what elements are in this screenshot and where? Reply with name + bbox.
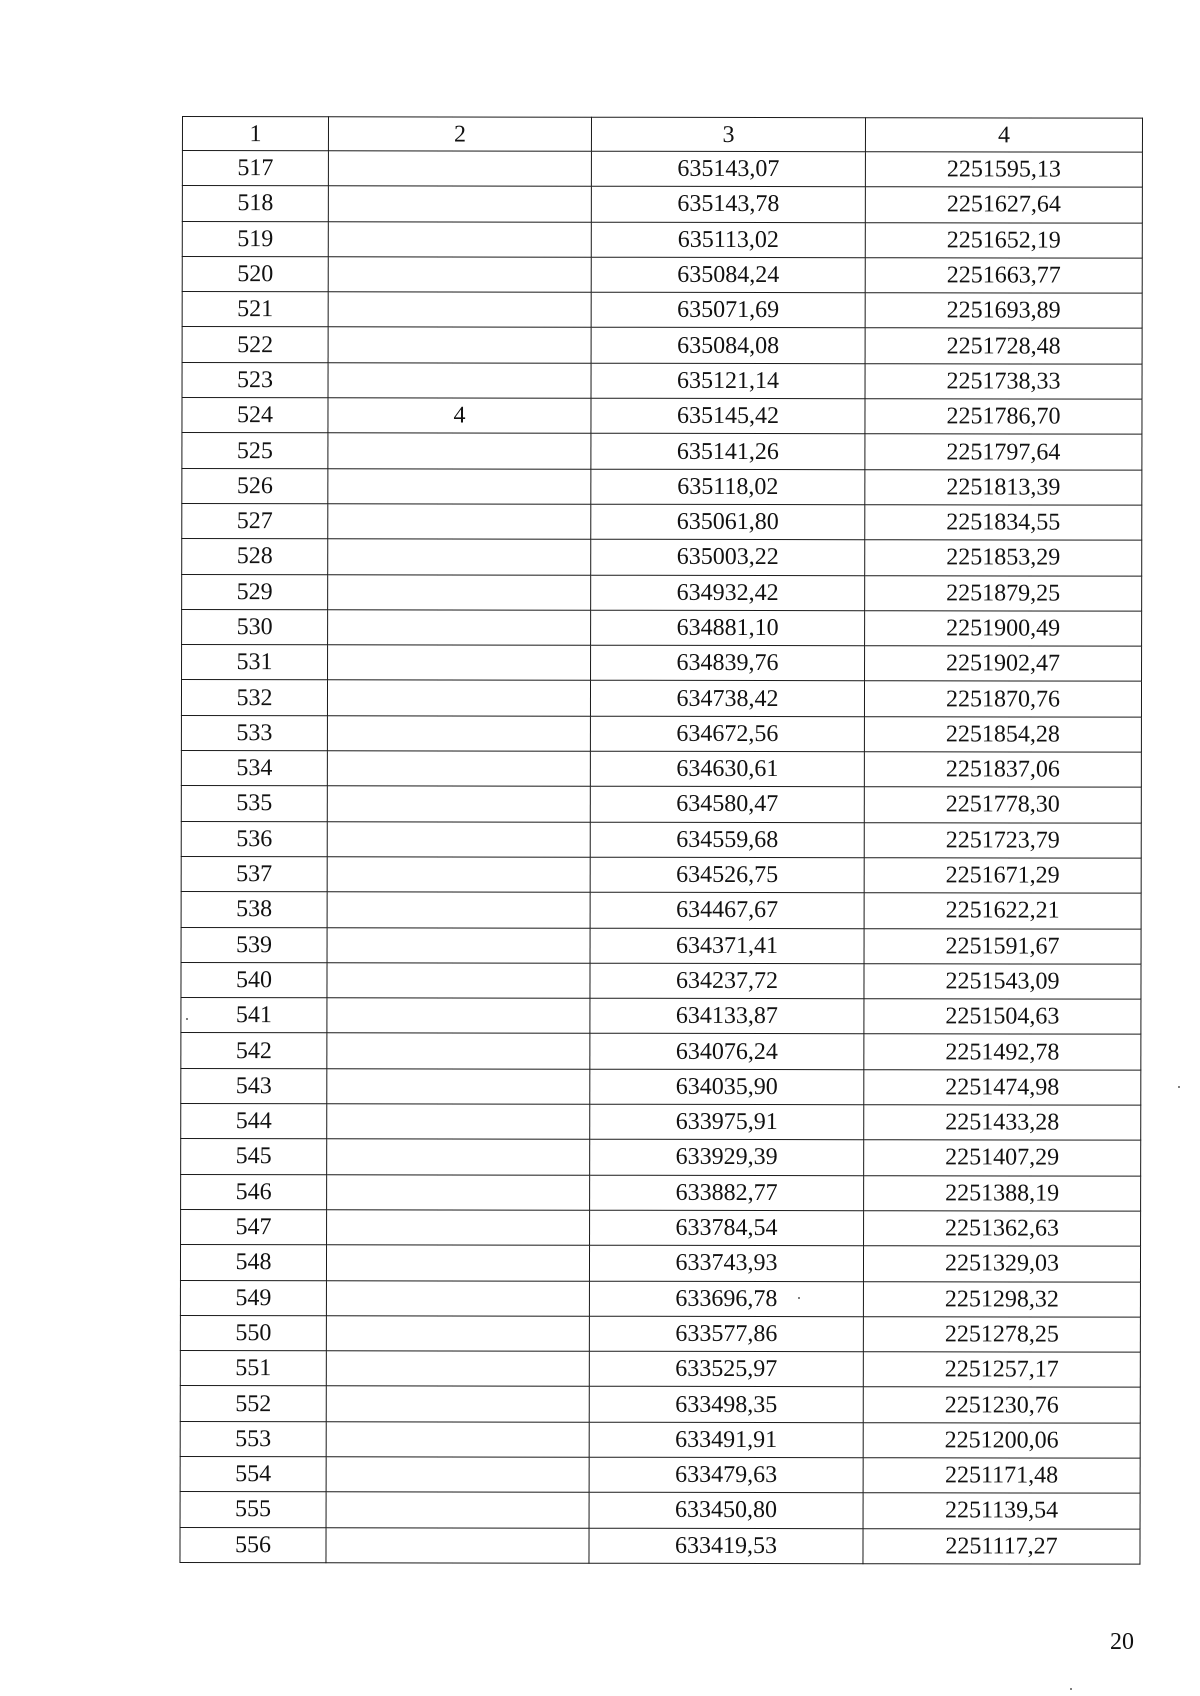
group-cell	[326, 1457, 589, 1493]
coordinate-y-cell: 2251230,76	[863, 1387, 1140, 1423]
group-cell	[326, 1280, 589, 1316]
point-number-cell: 519	[182, 221, 328, 257]
coordinate-y-cell: 2251200,06	[863, 1422, 1140, 1458]
coordinate-x-cell: 635145,42	[591, 398, 865, 434]
table-row	[182, 539, 1142, 576]
table-row	[182, 221, 1142, 258]
table-row	[182, 609, 1142, 646]
table-row	[181, 821, 1141, 858]
table-row	[181, 892, 1141, 929]
table-row	[182, 362, 1142, 399]
coordinate-x-cell: 635118,02	[591, 469, 865, 505]
coordinate-x-cell: 633525,97	[589, 1351, 863, 1387]
coordinate-y-cell: 2251627,64	[865, 187, 1142, 223]
coordinate-y-cell: 2251407,29	[864, 1140, 1141, 1176]
coordinate-y-cell: 2251388,19	[864, 1175, 1141, 1211]
table-row	[182, 574, 1142, 611]
table-row	[182, 398, 1142, 435]
coordinate-x-cell: 635113,02	[591, 222, 865, 258]
point-number-cell: 539	[181, 927, 327, 963]
group-cell	[327, 1068, 590, 1104]
point-number-cell: 553	[180, 1421, 326, 1457]
table-row	[182, 645, 1142, 682]
coordinate-x-cell: 633419,53	[589, 1528, 863, 1564]
group-cell	[327, 786, 590, 822]
table-row	[181, 927, 1141, 964]
coordinate-y-cell: 2251329,03	[863, 1246, 1140, 1282]
table-row	[182, 292, 1142, 329]
point-number-cell: 548	[180, 1245, 326, 1281]
group-cell	[328, 539, 591, 575]
point-number-cell: 549	[180, 1280, 326, 1316]
table-row	[181, 1209, 1141, 1246]
point-number-cell: 556	[180, 1527, 326, 1563]
point-number-cell: 554	[180, 1456, 326, 1492]
coordinate-y-cell: 2251433,28	[864, 1105, 1141, 1141]
table-row	[181, 786, 1141, 823]
table-row	[181, 1104, 1141, 1141]
column-header-4: 4	[865, 118, 1142, 152]
coordinate-x-cell: 634881,10	[591, 610, 865, 646]
point-number-cell: 518	[182, 186, 328, 222]
group-cell	[326, 1351, 589, 1387]
point-number-cell: 551	[180, 1351, 326, 1387]
coordinate-x-cell: 633479,63	[589, 1457, 863, 1493]
point-number-cell: 547	[181, 1209, 327, 1245]
group-cell	[328, 610, 591, 646]
group-cell	[328, 574, 591, 610]
table-header-row	[182, 117, 1142, 153]
group-cell	[328, 504, 591, 540]
table-row	[181, 1033, 1141, 1070]
coordinate-x-cell: 634237,72	[590, 963, 864, 999]
coordinate-y-cell: 2251854,28	[864, 716, 1141, 752]
coordinate-y-cell: 2251693,89	[865, 293, 1142, 329]
table-row	[181, 1139, 1141, 1176]
coordinate-x-cell: 635143,07	[591, 151, 865, 187]
coordinate-x-cell: 635141,26	[591, 434, 865, 470]
group-cell	[328, 645, 591, 681]
coordinate-x-cell: 633975,91	[590, 1104, 864, 1140]
group-cell	[327, 680, 590, 716]
coordinate-y-cell: 2251139,54	[863, 1493, 1140, 1529]
table-row	[180, 1245, 1140, 1282]
point-number-cell: 534	[181, 751, 327, 787]
point-number-cell: 537	[181, 856, 327, 892]
point-number-cell: 538	[181, 892, 327, 928]
coordinate-y-cell: 2251257,17	[863, 1352, 1140, 1388]
point-number-cell: 531	[182, 645, 328, 681]
point-number-cell: 522	[182, 327, 328, 363]
group-cell	[327, 1033, 590, 1069]
coordinate-y-cell: 2251474,98	[864, 1069, 1141, 1105]
group-cell	[327, 716, 590, 752]
coordinate-x-cell: 634672,56	[590, 716, 864, 752]
coordinate-y-cell: 2251834,55	[865, 505, 1142, 541]
coordinate-x-cell: 633784,54	[590, 1210, 864, 1246]
table-row	[182, 468, 1142, 505]
group-cell	[328, 433, 591, 469]
point-number-cell: 529	[182, 574, 328, 610]
coordinate-y-cell: 2251853,29	[865, 540, 1142, 576]
group-cell	[327, 963, 590, 999]
table-row	[181, 856, 1141, 893]
scan-speck	[798, 1297, 800, 1299]
coordinate-y-cell: 2251786,70	[865, 399, 1142, 435]
coordinate-x-cell: 634630,61	[590, 751, 864, 787]
coordinate-x-cell: 635121,14	[591, 363, 865, 399]
coordinate-x-cell: 635061,80	[591, 504, 865, 540]
table-row	[180, 1386, 1140, 1423]
coordinate-x-cell: 634133,87	[590, 998, 864, 1034]
coordinate-x-cell: 634580,47	[590, 787, 864, 823]
table-row	[180, 1527, 1140, 1564]
coordinate-x-cell: 633696,78	[589, 1281, 863, 1317]
coordinate-y-cell: 2251591,67	[864, 928, 1141, 964]
table-row	[181, 962, 1141, 999]
point-number-cell: 524	[182, 398, 328, 434]
coordinate-y-cell: 2251902,47	[865, 646, 1142, 682]
coordinate-y-cell: 2251663,77	[865, 258, 1142, 294]
coordinate-y-cell: 2251778,30	[864, 787, 1141, 823]
group-cell	[328, 186, 591, 222]
coordinate-y-cell: 2251362,63	[864, 1211, 1141, 1247]
coordinate-x-cell: 634932,42	[591, 575, 865, 611]
point-number-cell: 550	[180, 1315, 326, 1351]
group-cell	[328, 151, 591, 187]
point-number-cell: 546	[181, 1174, 327, 1210]
coordinate-y-cell: 2251595,13	[865, 152, 1142, 188]
coordinate-x-cell: 634839,76	[591, 645, 865, 681]
group-cell	[328, 468, 591, 504]
coordinate-y-cell: 2251278,25	[863, 1316, 1140, 1352]
table-row	[181, 680, 1141, 717]
scan-speck	[1178, 1086, 1180, 1088]
group-cell	[326, 1421, 589, 1457]
table-row	[180, 1315, 1140, 1352]
coordinate-y-cell: 2251837,06	[864, 752, 1141, 788]
coordinate-x-cell: 633498,35	[589, 1387, 863, 1423]
table-row	[181, 1068, 1141, 1105]
point-number-cell: 523	[182, 362, 328, 398]
table-row	[181, 751, 1141, 788]
coordinate-x-cell: 634467,67	[590, 892, 864, 928]
table-row	[181, 1174, 1141, 1211]
group-cell	[326, 1316, 589, 1352]
column-header-1: 1	[182, 117, 328, 151]
coordinate-x-cell: 634559,68	[590, 822, 864, 858]
group-cell	[327, 892, 590, 928]
group-cell	[328, 292, 591, 328]
coordinate-y-cell: 2251171,48	[863, 1458, 1140, 1494]
table-row	[182, 256, 1142, 293]
coordinate-x-cell: 633491,91	[589, 1422, 863, 1458]
group-cell	[326, 1527, 589, 1563]
table-row	[180, 1280, 1140, 1317]
coordinate-y-cell: 2251652,19	[865, 222, 1142, 258]
point-number-cell: 552	[180, 1386, 326, 1422]
coordinate-y-cell: 2251492,78	[864, 1034, 1141, 1070]
point-number-cell: 542	[181, 1033, 327, 1069]
group-cell	[327, 751, 590, 787]
group-cell	[327, 821, 590, 857]
point-number-cell: 544	[181, 1104, 327, 1140]
point-number-cell: 541	[181, 998, 327, 1034]
coordinate-y-cell: 2251543,09	[864, 964, 1141, 1000]
table-row	[180, 1351, 1140, 1388]
coordinate-x-cell: 635084,08	[591, 328, 865, 364]
coordinate-x-cell: 635143,78	[591, 187, 865, 223]
coordinate-x-cell: 633577,86	[589, 1316, 863, 1352]
group-cell	[327, 1174, 590, 1210]
table-body	[180, 117, 1143, 1565]
scan-speck	[186, 1018, 188, 1020]
coordinate-y-cell: 2251622,21	[864, 893, 1141, 929]
point-number-cell: 533	[181, 715, 327, 751]
coordinate-y-cell: 2251504,63	[864, 999, 1141, 1035]
table-row	[182, 433, 1142, 470]
point-number-cell: 536	[181, 821, 327, 857]
point-number-cell: 543	[181, 1068, 327, 1104]
table-row	[181, 715, 1141, 752]
coordinate-x-cell: 634035,90	[590, 1069, 864, 1105]
group-cell	[327, 857, 590, 893]
table-row	[182, 186, 1142, 223]
group-cell: 4	[328, 398, 591, 434]
coordinate-x-cell: 635084,24	[591, 257, 865, 293]
point-number-cell: 555	[180, 1492, 326, 1528]
point-number-cell: 525	[182, 433, 328, 469]
point-number-cell: 521	[182, 292, 328, 328]
coordinate-y-cell: 2251723,79	[864, 822, 1141, 858]
point-number-cell: 527	[182, 503, 328, 539]
table-row	[180, 1421, 1140, 1458]
table-row	[182, 503, 1142, 540]
coordinate-y-cell: 2251738,33	[865, 363, 1142, 399]
coordinate-y-cell: 2251117,27	[863, 1528, 1140, 1564]
coordinate-y-cell: 2251797,64	[865, 434, 1142, 470]
table-row	[181, 998, 1141, 1035]
group-cell	[327, 998, 590, 1034]
coordinate-x-cell: 634526,75	[590, 857, 864, 893]
group-cell	[327, 1210, 590, 1246]
coordinate-x-cell: 634738,42	[590, 681, 864, 717]
coordinate-x-cell: 635071,69	[591, 292, 865, 328]
coordinate-y-cell: 2251870,76	[864, 681, 1141, 717]
group-cell	[328, 327, 591, 363]
table-row	[182, 327, 1142, 364]
coordinate-y-cell: 2251728,48	[865, 328, 1142, 364]
table-row	[182, 151, 1142, 188]
group-cell	[328, 221, 591, 257]
page-number: 20	[1110, 1629, 1134, 1655]
point-number-cell: 535	[181, 786, 327, 822]
group-cell	[328, 363, 591, 399]
coordinate-y-cell: 2251671,29	[864, 858, 1141, 894]
coordinate-y-cell: 2251900,49	[865, 611, 1142, 647]
coordinate-x-cell: 635003,22	[591, 539, 865, 575]
point-number-cell: 526	[182, 468, 328, 504]
point-number-cell: 528	[182, 539, 328, 575]
coordinate-y-cell: 2251813,39	[865, 469, 1142, 505]
group-cell	[327, 1139, 590, 1175]
point-number-cell: 517	[182, 151, 328, 187]
coordinate-x-cell: 633450,80	[589, 1492, 863, 1528]
coordinate-x-cell: 634371,41	[590, 928, 864, 964]
group-cell	[326, 1386, 589, 1422]
group-cell	[326, 1492, 589, 1528]
table-row	[180, 1492, 1140, 1529]
point-number-cell: 540	[181, 962, 327, 998]
coordinate-y-cell: 2251298,32	[863, 1281, 1140, 1317]
coordinate-x-cell: 633743,93	[589, 1245, 863, 1281]
coordinate-x-cell: 633929,39	[590, 1140, 864, 1176]
scan-speck	[1070, 1688, 1072, 1690]
group-cell	[327, 927, 590, 963]
point-number-cell: 520	[182, 256, 328, 292]
column-header-3: 3	[591, 117, 865, 151]
group-cell	[326, 1245, 589, 1281]
table-row	[180, 1456, 1140, 1493]
group-cell	[327, 1104, 590, 1140]
point-number-cell: 545	[181, 1139, 327, 1175]
group-cell	[328, 257, 591, 293]
column-header-2: 2	[328, 117, 591, 151]
coordinate-x-cell: 633882,77	[590, 1175, 864, 1211]
point-number-cell: 532	[181, 680, 327, 716]
coordinate-x-cell: 634076,24	[590, 1034, 864, 1070]
coordinates-table	[179, 116, 1143, 1565]
point-number-cell: 530	[182, 609, 328, 645]
coordinate-y-cell: 2251879,25	[865, 575, 1142, 611]
